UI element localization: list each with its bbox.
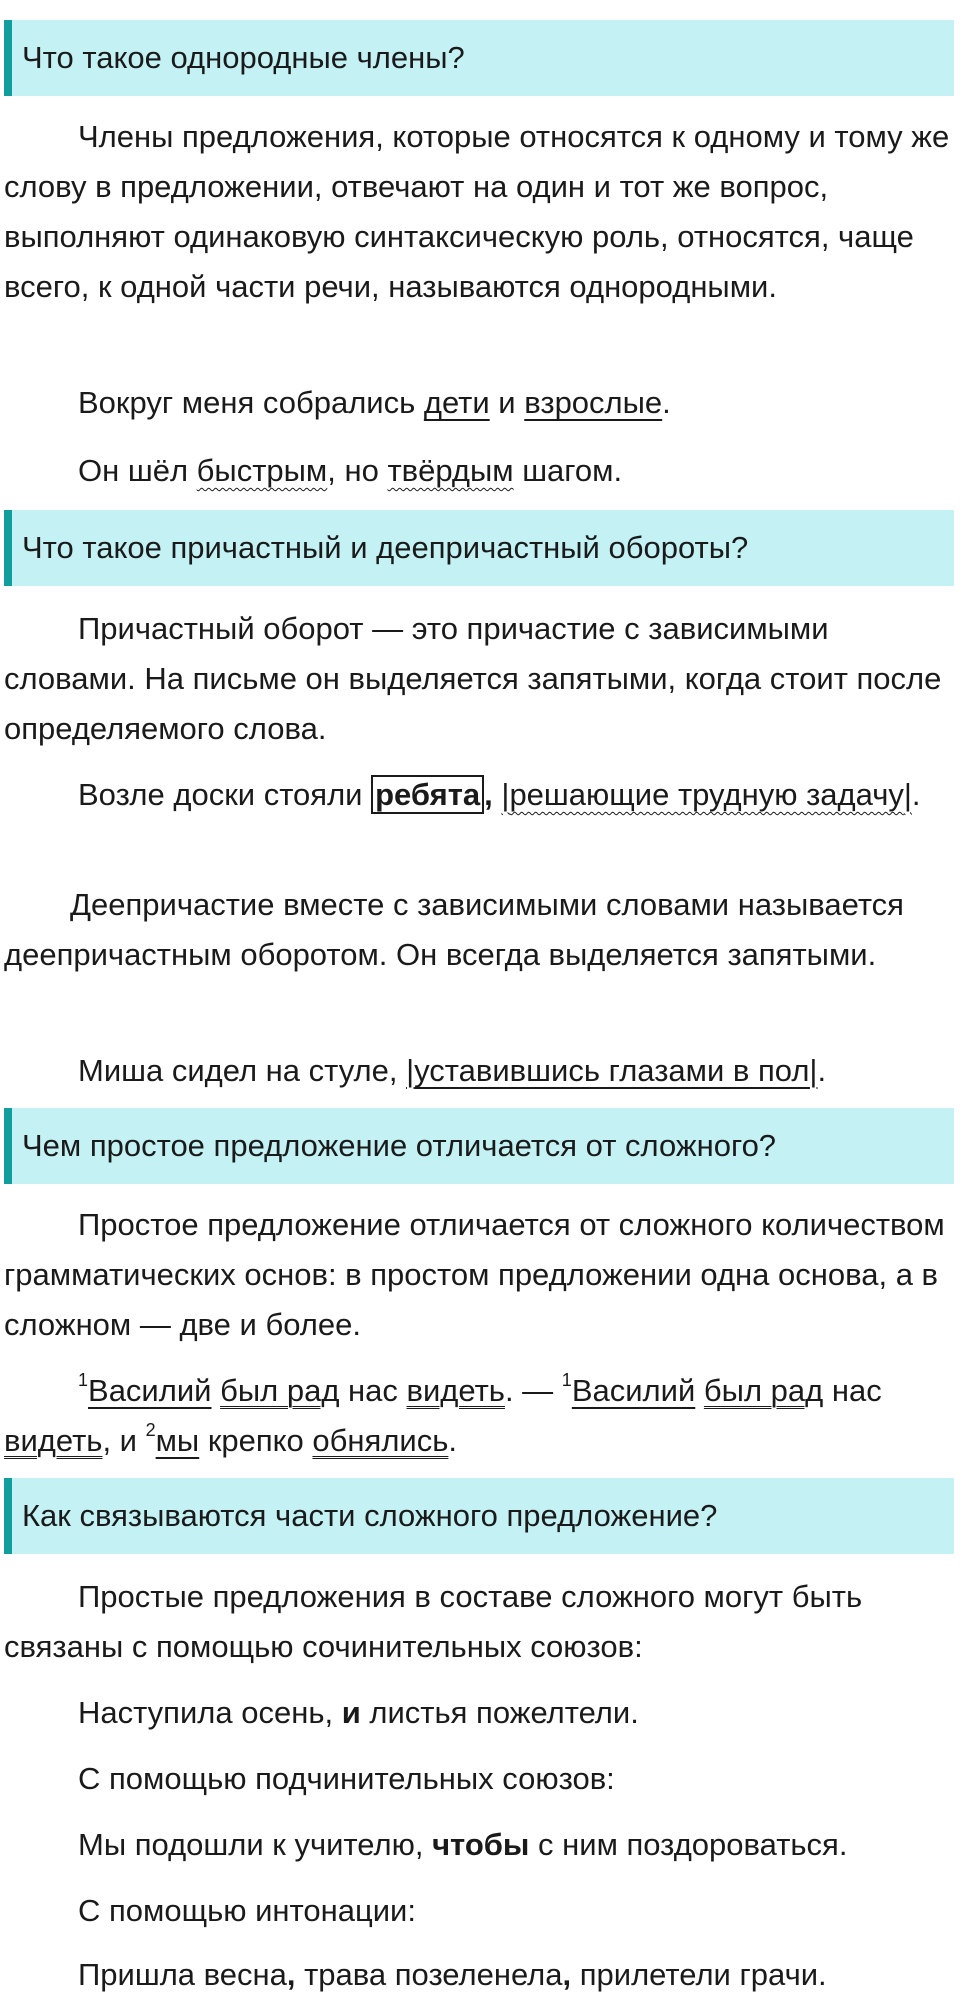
bold-comma: , xyxy=(562,1957,572,1992)
text: Мы подошли к учителю, xyxy=(78,1827,433,1862)
text: Возле доски стояли xyxy=(78,777,372,812)
subject: мы xyxy=(155,1423,200,1458)
example-sentence xyxy=(78,378,671,428)
boxed-word: ребята xyxy=(371,775,484,814)
example-sentence xyxy=(78,1046,826,1096)
text: . xyxy=(448,1423,458,1458)
text: шагом. xyxy=(513,453,623,488)
text: , но xyxy=(327,453,388,488)
intonation-label: С помощью интонации: xyxy=(78,1893,416,1928)
text: . xyxy=(662,385,671,420)
text: прилетели грачи. xyxy=(571,1957,827,1992)
example-sentence xyxy=(78,1820,847,1870)
section-header-participle xyxy=(4,510,954,586)
predicate: видеть xyxy=(4,1423,103,1458)
wavy-underlined-word: быстрым xyxy=(196,453,328,488)
underlined-word: взрослые xyxy=(524,385,663,420)
predicate: был рад xyxy=(220,1373,340,1408)
text: . xyxy=(817,1053,827,1088)
adverbial-phrase: уставившись глазами в пол xyxy=(414,1053,810,1088)
bracket-bar: | xyxy=(501,777,510,812)
clause-number: 1 xyxy=(78,1369,89,1390)
section-title: Что такое однородные члены? xyxy=(22,40,465,75)
definition-paragraph: Причастный оборот — это причастие с зависимыми словами. На письме он выделяется запятыми, когда стоит после определяемого слова. xyxy=(4,611,942,746)
example-sentence xyxy=(4,1366,954,1466)
definition-paragraph: Простое предложение отличается от сложного количеством грамматических основ: в простом предложении одна основа, а в сложном — две и более. xyxy=(4,1207,945,1342)
bracket-bar: | xyxy=(903,777,912,812)
example-sentence xyxy=(78,1952,827,1998)
bracket-bar: | xyxy=(406,1053,415,1088)
text: Наступила осень, xyxy=(78,1695,342,1730)
section-title: Что такое причастный и деепричастный обороты? xyxy=(22,530,749,565)
text: трава позеленела xyxy=(295,1957,563,1992)
example-sentence xyxy=(4,770,954,820)
section-header-homogeneous xyxy=(4,20,954,96)
text: крепко xyxy=(199,1423,313,1458)
text: Миша сидел на стуле, xyxy=(78,1053,407,1088)
conjunction: и xyxy=(341,1695,361,1730)
text: Он шёл xyxy=(78,453,197,488)
underlined-word: дети xyxy=(423,385,490,420)
clause-number: 1 xyxy=(561,1369,572,1390)
wavy-underlined-word: твёрдым xyxy=(387,453,514,488)
text: Вокруг меня собрались xyxy=(78,385,424,420)
example-sentence xyxy=(78,1688,639,1738)
bracket-bar: | xyxy=(809,1053,818,1088)
section-title: Как связываются части сложного предложение? xyxy=(22,1498,718,1533)
subject: Василий xyxy=(571,1373,696,1408)
text: Пришла весна xyxy=(78,1957,287,1992)
example-sentence xyxy=(78,446,622,496)
clause-number: 2 xyxy=(145,1419,156,1440)
participle-phrase: решающие трудную задачу xyxy=(509,777,904,812)
text: . — xyxy=(504,1373,562,1408)
subject: Василий xyxy=(88,1373,212,1408)
text: , и xyxy=(102,1423,146,1458)
predicate: был рад xyxy=(703,1373,824,1408)
section-header-simple-complex xyxy=(4,1108,954,1184)
text: нас xyxy=(339,1373,407,1408)
text: . xyxy=(911,777,921,812)
definition-paragraph: Деепричастие вместе с зависимыми словами называется деепричастным оборотом. Он всегда выделяется запятыми. xyxy=(4,887,904,972)
intro-paragraph: Простые предложения в составе сложного могут быть связаны с помощью сочинительных союзов: xyxy=(4,1579,863,1664)
text: с ним поздороваться. xyxy=(529,1827,848,1862)
section-title: Чем простое предложение отличается от сложного? xyxy=(22,1128,777,1163)
text: и xyxy=(489,385,525,420)
predicate: видеть xyxy=(406,1373,505,1408)
conjunction: чтобы xyxy=(432,1827,530,1862)
bold-comma: , xyxy=(484,777,493,812)
subordinate-label: С помощью подчинительных союзов: xyxy=(78,1761,615,1796)
bold-comma: , xyxy=(286,1957,296,1992)
predicate: обнялись xyxy=(312,1423,449,1458)
text: листья пожелтели. xyxy=(360,1695,639,1730)
text: нас xyxy=(823,1373,882,1408)
section-header-complex-parts xyxy=(4,1478,954,1554)
definition-paragraph: Члены предложения, которые относятся к одному и тому же слову в предложении, отвечают на один и тот же вопрос, выполняют одинаковую синтаксическую роль, относятся, чаще всего, к одной части речи, называются однородными. xyxy=(4,119,950,304)
